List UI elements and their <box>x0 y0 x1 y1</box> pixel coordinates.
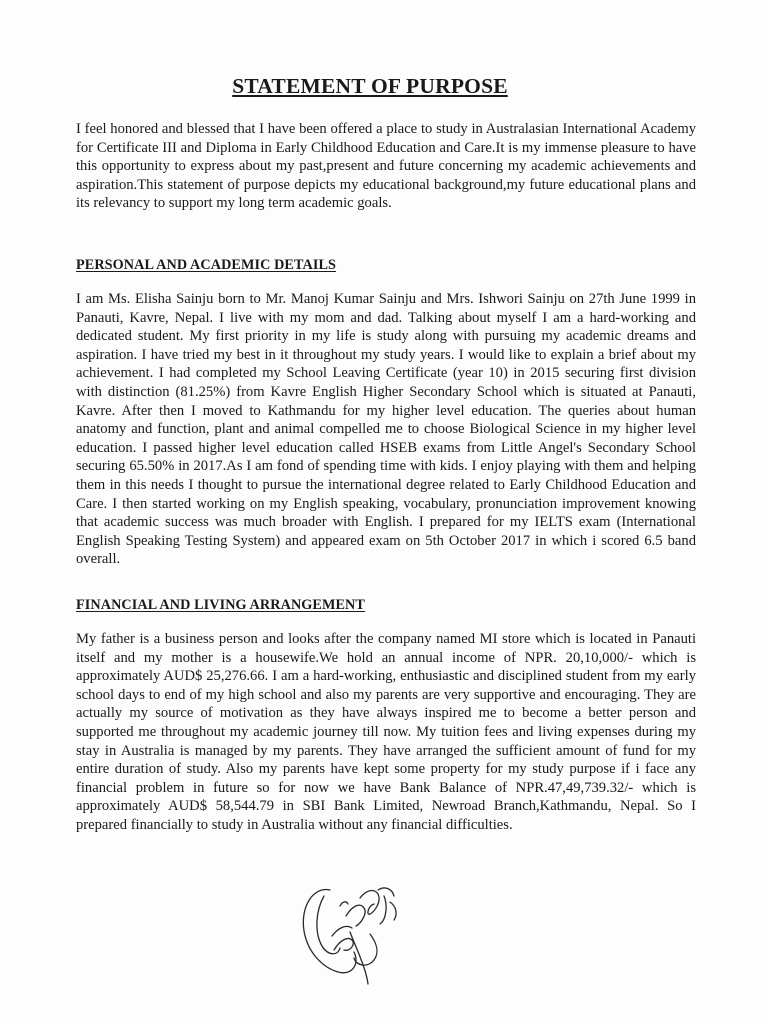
section-heading-financial-living: FINANCIAL AND LIVING ARRANGEMENT <box>76 597 365 613</box>
document-title: STATEMENT OF PURPOSE <box>232 74 508 98</box>
intro-paragraph: I feel honored and blessed that I have been offered a place to study in Australasian International Academy for Certificate III and Diploma in Early Childhood Education and Care.It is my immense pleasure to have this opportunity to express about my past,present and future concerning my academic achievements and aspiration.This statement of purpose depicts my educational background,my future educational plans and its relevancy to support my long term academic goals. <box>76 121 696 212</box>
handwritten-signature <box>294 876 414 996</box>
section-body-financial-living: My father is a business person and looks after the company named MI store which is located in Panauti itself and my mother is a housewife.We hold an annual income of NPR. 20,10,000/- which is approximately AUD$ 25,276.66. I am a hard-working, enthusiastic and disciplined student from my early school days to end of my high school and also my parents are very supportive and encouraging. They are actually my source of motivation as they have always inspired me to become a better person and supported me throughout my academic journey till now. My tuition fees and living expenses during my stay in Australia is managed by my parents. They have arranged the sufficient amount of fund for my entire duration of study. Also my parents have kept some property for my study purpose if i face any financial problem in future so for now we have Bank Balance of NPR.47,49,739.32/- which is approximately AUD$ 58,544.79 in SBI Bank Limited, Newroad Branch,Kathmandu, Nepal. So I prepared financially to study in Australia without any financial difficulties. <box>76 631 696 833</box>
section-body-personal-academic: I am Ms. Elisha Sainju born to Mr. Manoj Kumar Sainju and Mrs. Ishwori Sainju on 27th June 1999 in Panauti, Kavre, Nepal. I live with my mom and dad. Talking about myself I am a hard-working and dedicated student. My first priority in my life is study along with pursuing my academic dreams and aspiration. I have tried my best in it throughout my study years. I would like to explain a brief about my achievement. I had completed my School Leaving Certificate (year 10) in 2015 securing first division with distinction (81.25%) from Kavre English Higher Secondary School which is situated at Panauti, Kavre. After then I moved to Kathmandu for my higher level education. The queries about human anatomy and function, plant and animal compelled me to choose Biological Science in my higher level education. I passed higher level education called HSEB exams from Little Angel's Secondary School securing 65.50% in 2017.As I am fond of spending time with kids. I enjoy playing with them and helping them in this needs I thought to pursue the international degree related to Early Childhood Education and Care. I then started working on my English speaking, vocabulary, pronunciation improvement knowing that academic success was much broader with English. I prepared for my IELTS exam (International English Speaking Testing System) and appeared exam on 5th October 2017 in which i scored 6.5 band overall. <box>76 291 696 568</box>
section-heading-personal-academic: PERSONAL AND ACADEMIC DETAILS <box>76 257 337 273</box>
